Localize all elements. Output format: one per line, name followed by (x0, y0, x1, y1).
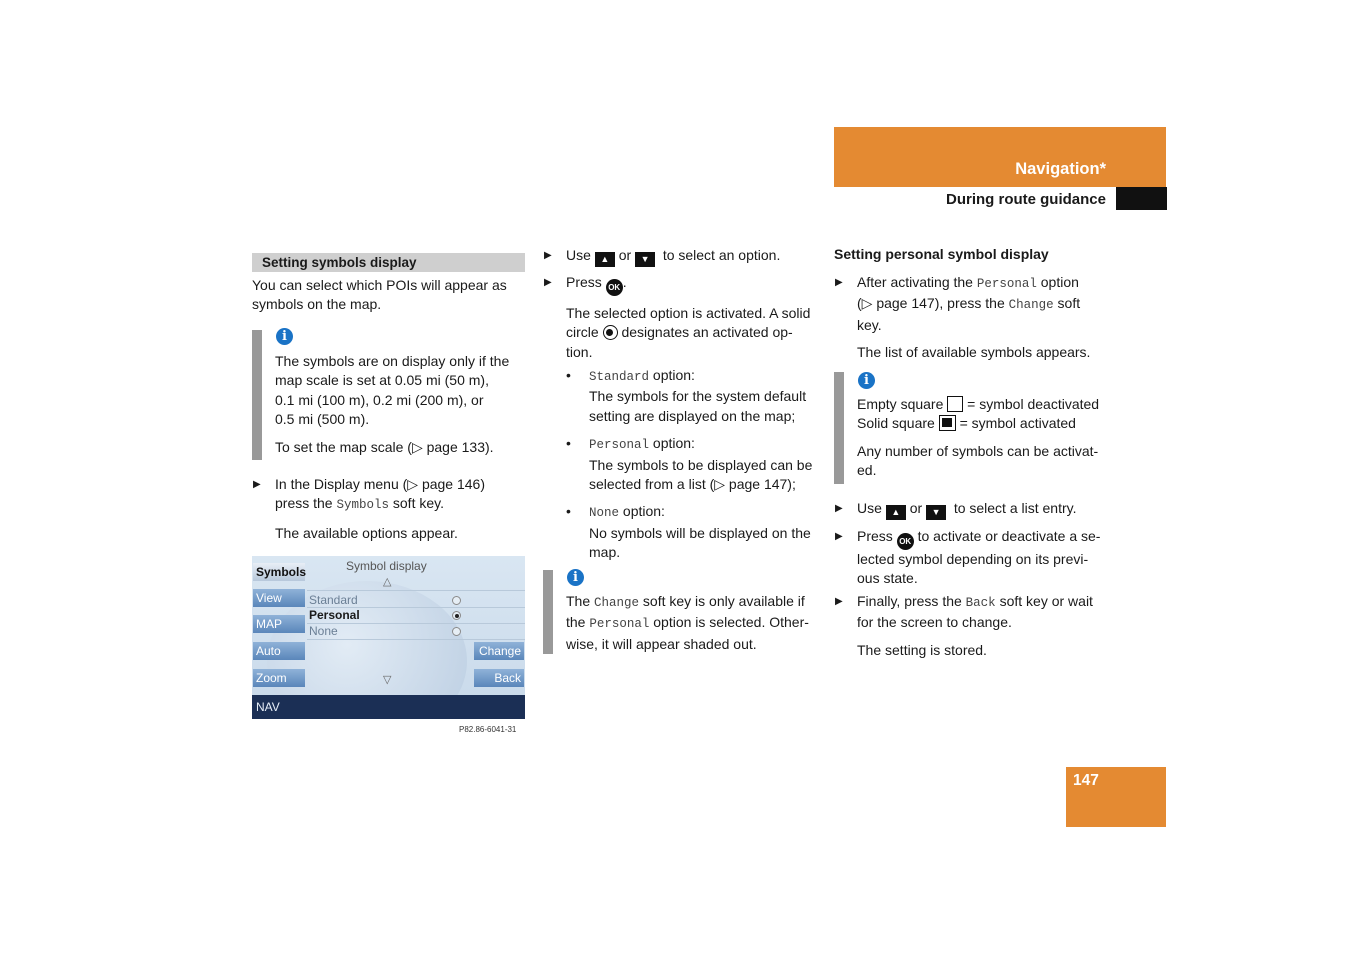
info-icon: i (567, 569, 584, 586)
result-text: The available options appear. (275, 524, 458, 541)
solid-square-icon (939, 415, 956, 431)
screen-button-back: Back (474, 669, 524, 687)
radio-none (452, 627, 461, 636)
note-line: 0.5 mi (500 m). (275, 411, 370, 428)
step-press-ok (566, 273, 826, 362)
option-code: Personal (976, 277, 1037, 291)
divider (307, 590, 525, 591)
step-line: key. (857, 316, 882, 333)
note-line: wise, it will appear shaded out. (566, 635, 757, 652)
option-code: Standard (589, 370, 650, 384)
note-text-part: = symbol activated (959, 415, 1076, 432)
note-text-part: = symbol deactivated (967, 396, 1100, 412)
bullet-icon: • (566, 367, 571, 383)
result-text: The list of available symbols appears. (857, 344, 1091, 361)
result-line: The selected option is activated. A solid (566, 305, 811, 321)
note-text-part: Solid square (857, 415, 935, 432)
step-text-part: soft (1053, 295, 1081, 312)
option-code: None (589, 506, 620, 521)
note-line: The symbols are on display only if the (275, 353, 510, 369)
step-text-part: soft key. (389, 495, 444, 512)
note-text (857, 395, 1119, 481)
empty-square-icon (947, 396, 963, 412)
step-text-part: or (909, 500, 923, 516)
option-code: Personal (589, 617, 650, 632)
note-line: ed. (857, 462, 877, 479)
ok-button-icon: OK (606, 279, 623, 296)
note-text-part: The (566, 593, 595, 609)
note-text (275, 352, 530, 457)
step-text-part: Press (566, 274, 602, 290)
step-arrow-icon: ▶ (253, 479, 261, 490)
screen-button-auto: Auto (253, 642, 305, 660)
screen-option-standard: Standard (309, 593, 358, 607)
screen-option-personal: Personal (309, 608, 360, 622)
softkey-code: Change (1008, 298, 1054, 313)
step-text (275, 475, 530, 543)
bullet-icon: • (566, 503, 571, 520)
option-list (566, 366, 826, 563)
step-text-part: (▷ page 147), press the (857, 295, 1009, 312)
step-press-back (857, 592, 1119, 660)
divider (307, 639, 525, 640)
note-text-part: the (566, 614, 590, 631)
step-line: In the Display menu (▷ page 146) (275, 476, 485, 492)
softkey-code: Change (594, 596, 640, 610)
subheading: Setting personal symbol display (834, 246, 1049, 262)
step-line: ous state. (857, 570, 918, 587)
radio-standard (452, 596, 461, 605)
step-text-part: or (618, 247, 632, 263)
option-suffix: option: (649, 435, 695, 452)
subsection-title: During route guidance (945, 191, 1106, 208)
step-arrow-icon: ▶ (835, 531, 843, 542)
note-page-ref: To set the map scale (▷ page 133). (275, 438, 494, 455)
intro-text (252, 276, 532, 315)
step-arrow-icon: ▶ (835, 277, 843, 288)
down-key-icon: ▼ (635, 252, 655, 267)
ok-button-icon: OK (897, 533, 914, 550)
option-desc: map. (589, 544, 621, 561)
intro-line: You can select which POIs will appear as (252, 277, 507, 293)
note-text (566, 592, 828, 654)
screen-button-view: View (253, 589, 305, 607)
step-text-part: to select an option. (662, 247, 781, 263)
up-key-icon: ▲ (595, 252, 615, 267)
step-arrow-icon: ▶ (835, 596, 843, 607)
result-text-part: designates an activated op- (621, 324, 793, 341)
step-text-part: to activate or deactivate a se- (917, 528, 1101, 544)
radio-personal (452, 611, 461, 620)
option-code: Personal (589, 438, 650, 453)
figure-caption: P82.86-6041-31 (459, 725, 517, 734)
scroll-up-icon: △ (383, 576, 392, 588)
section-heading-bar (252, 253, 525, 272)
step-text-part: to select a list entry. (953, 500, 1077, 516)
screen-button-map: MAP (253, 615, 305, 633)
step-use-keys (857, 499, 1119, 520)
step-text-part: Use (857, 500, 882, 516)
step-text-part: Use (566, 247, 591, 263)
option-suffix: option: (619, 503, 665, 520)
step-text-part: Press (857, 528, 893, 544)
note-line: Any number of symbols can be activat- (857, 442, 1099, 459)
step-text-part: option (1036, 274, 1079, 290)
step-text-part: soft key or wait (995, 593, 1093, 609)
info-icon: i (858, 372, 875, 389)
step-line: lected symbol depending on its previ- (857, 551, 1089, 567)
softkey-code: Symbols (336, 498, 389, 513)
step-text-part: . (622, 274, 627, 290)
softkey-code: Back (965, 596, 996, 610)
note-bar (834, 372, 844, 484)
divider (307, 623, 525, 624)
note-line: map scale is set at 0.05 mi (50 m), (275, 372, 489, 389)
intro-line: symbols on the map. (252, 296, 382, 313)
section-title: Navigation* (1015, 160, 1106, 178)
note-text-part: soft key is only available if (639, 593, 805, 609)
option-desc: selected from a list (▷ page 147); (589, 476, 796, 493)
result-text: The setting is stored. (857, 641, 987, 658)
down-key-icon: ▼ (926, 505, 946, 520)
step-arrow-icon: ▶ (835, 503, 843, 514)
screen-button-symbols: Symbols (253, 563, 305, 581)
scroll-down-icon: ▽ (383, 674, 392, 686)
screen-option-none: None (309, 624, 338, 638)
step-text-part: press the (275, 495, 337, 512)
step-press-ok (857, 527, 1119, 589)
header-marker (1116, 187, 1167, 210)
option-desc: No symbols will be displayed on the (589, 524, 811, 541)
section-heading: Setting symbols display (262, 255, 417, 270)
step-activate-personal (857, 273, 1119, 363)
solid-circle-icon (603, 325, 618, 340)
info-icon: i (276, 328, 293, 345)
option-suffix: option: (649, 367, 695, 383)
up-key-icon: ▲ (886, 505, 906, 520)
note-line: 0.1 mi (100 m), 0.2 mi (200 m), or (275, 391, 484, 408)
screen-status-bar: NAV (252, 695, 525, 719)
page-number-tab (1066, 767, 1166, 827)
note-text-part: option is selected. Other- (649, 614, 809, 631)
list-item (566, 366, 826, 426)
note-bar (252, 330, 262, 460)
note-bar (543, 570, 553, 654)
option-desc: setting are displayed on the map; (589, 407, 796, 424)
screen-title: Symbol display (346, 559, 427, 573)
display-screenshot (252, 556, 525, 719)
screen-button-zoom: Zoom (253, 669, 305, 687)
screen-button-change: Change (474, 642, 524, 660)
option-desc: The symbols to be displayed can be (589, 456, 813, 473)
page-number: 147 (1073, 772, 1099, 789)
option-desc: The symbols for the system default (589, 388, 807, 405)
list-item (566, 434, 826, 494)
step-arrow-icon: ▶ (544, 277, 552, 288)
note-text-part: Empty square (857, 396, 944, 412)
bullet-icon: • (566, 435, 571, 452)
step-arrow-icon: ▶ (544, 250, 552, 261)
result-line: tion. (566, 343, 593, 360)
result-text-part: circle (566, 324, 599, 341)
list-item (566, 502, 826, 562)
step-use-keys (566, 246, 826, 267)
step-text-part: After activating the (857, 274, 977, 290)
step-line: for the screen to change. (857, 614, 1012, 631)
step-text-part: Finally, press the (857, 593, 966, 609)
